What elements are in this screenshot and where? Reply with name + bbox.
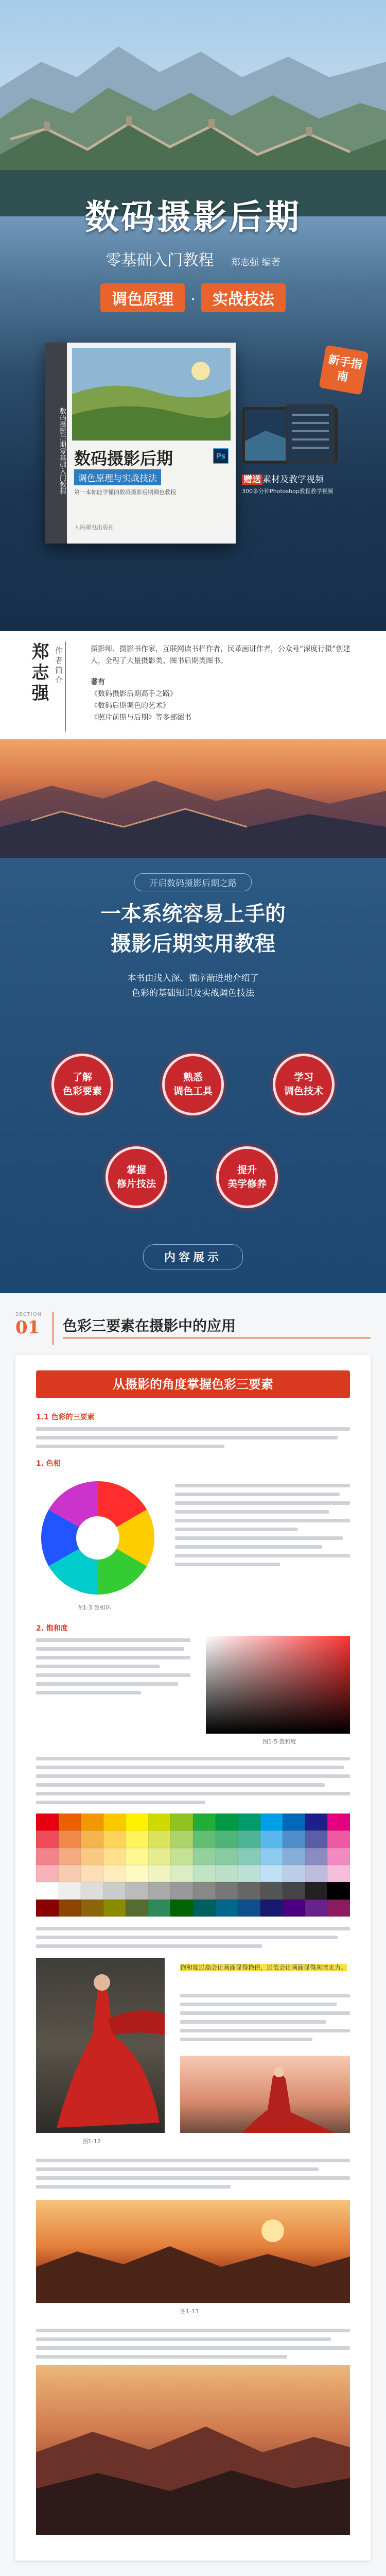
- photoshop-icon: Ps: [213, 448, 229, 464]
- color-swatch-grid: [36, 1814, 350, 1917]
- saturation-gradient-image: [206, 1636, 350, 1734]
- book-title: 数码摄影后期: [74, 449, 173, 468]
- sunset-landscape-photo: [36, 2200, 350, 2303]
- dusk-mountains-icon: [0, 739, 386, 858]
- chapter-1-page: [15, 1355, 371, 2561]
- feature-circle-line: 色彩要素: [62, 1086, 102, 1097]
- intro-desc-line1: 本书由浅入深、循序渐进地介绍了: [127, 973, 259, 984]
- body-text-block: [36, 1638, 190, 1700]
- feature-circle-line: 了解: [72, 1072, 92, 1083]
- chapter-1-rule: [63, 1337, 371, 1338]
- book-front: [67, 343, 236, 544]
- figure-caption: 图1-12: [82, 2138, 101, 2145]
- subsection-heading: 1.1 色彩的三要素: [36, 1413, 95, 1421]
- figure-caption: 图1-5 饱和度: [262, 1738, 296, 1745]
- bonus-small-text: 300多分钟Photoshop教程教学视频: [242, 488, 334, 495]
- intro-headline: [0, 899, 386, 959]
- author-section: [0, 631, 386, 739]
- hero-subtitle: 零基础入门教程: [106, 251, 214, 269]
- portrait-silhouette-icon: [180, 2056, 350, 2133]
- dusk-landscape-image: [0, 739, 386, 858]
- pill-separator: ·: [190, 291, 196, 309]
- red-dress-figure-icon: [36, 1958, 165, 2133]
- panel-sliders-icon: [288, 406, 333, 462]
- chapter-1-number: [15, 1312, 54, 1345]
- hero-author-credit: 郑志强 编著: [231, 257, 280, 268]
- intro-caption: 开启数码摄影后期之路: [134, 873, 252, 891]
- author-works-heading: 著有: [91, 678, 105, 686]
- chapter-1-banner: 从摄影的角度掌握色彩三要素: [36, 1370, 350, 1398]
- feature-circle-line: 熟悉: [183, 1072, 203, 1083]
- author-label: 作者简介: [54, 647, 63, 686]
- author-works: [91, 676, 358, 724]
- intro-description: [0, 971, 386, 1001]
- feature-circle-line: 修片技法: [116, 1178, 156, 1190]
- book-tagline: 第一本你能学懂的数码摄影后期调色教程: [74, 489, 176, 496]
- figure-caption: 图1-3 色相环: [77, 1604, 111, 1611]
- intro-desc-line2: 色彩的基础知识及实战调色技法: [132, 988, 254, 998]
- bonus-label: 赠送: [242, 474, 262, 485]
- hero-title: 数码摄影后期: [85, 197, 301, 237]
- feature-circle-line: 提升: [237, 1164, 257, 1176]
- feature-circle-aesthetics: [216, 1146, 278, 1208]
- author-work-item: 《数码摄影后期高手之路》: [91, 690, 177, 698]
- toc-caption: 内容展示: [143, 1244, 243, 1269]
- feature-circle-color-techniques: [273, 1054, 335, 1115]
- sunset-mountain-icon: [36, 2200, 350, 2303]
- red-dress-photo: [36, 1958, 165, 2133]
- subsection-heading: 1. 色相: [36, 1460, 61, 1468]
- intro-headline-line2: 摄影后期实用教程: [111, 932, 275, 956]
- author-name: 郑志强: [28, 642, 49, 704]
- toc-caption-wrap: [0, 1244, 386, 1269]
- pill-practical-skills: 实战技法: [201, 283, 286, 312]
- feature-circle-retouching: [106, 1146, 167, 1208]
- intro-section: [0, 858, 386, 1293]
- chapter-tag: SECTION: [15, 1312, 42, 1317]
- book-cover-photo: [72, 348, 231, 440]
- hero-subtitle-row: [0, 247, 386, 270]
- body-text-block: [36, 1927, 350, 1953]
- bonus-text: 素材及教学视频: [262, 474, 324, 485]
- hero-banner: [0, 0, 386, 631]
- book-subtitle: 调色原理与实战技法: [74, 469, 161, 485]
- body-text-block: [36, 2329, 350, 2364]
- saturation-shade: [206, 1636, 350, 1734]
- great-wall-landscape-image: [0, 0, 386, 216]
- bonus-info: [242, 472, 360, 495]
- feature-circle-line: 美学修养: [227, 1178, 267, 1190]
- author-bio: 摄影师、摄影书作家，互联网读书栏作者，民革画讲作者，公众号“深度行摄”创建人，全程了大量摄影类、图书后期类图书。: [91, 645, 350, 665]
- feature-circle-line: 掌握: [126, 1164, 146, 1176]
- author-divider: [65, 641, 66, 732]
- feature-circle-color-tools: [162, 1054, 224, 1115]
- figure-caption: 图1-13: [180, 2308, 199, 2315]
- intro-caption-wrap: [0, 873, 386, 891]
- intro-headline-line1: 一本系统容易上手的: [100, 902, 286, 926]
- chapter-1-title: 色彩三要素在摄影中的应用: [63, 1317, 236, 1334]
- feature-circle-line: 学习: [293, 1072, 313, 1083]
- book-publisher: 人民邮电出版社: [74, 524, 114, 531]
- color-wheel-icon: [36, 1476, 160, 1600]
- body-text-block: [180, 1994, 350, 2046]
- chapter-1-header: [15, 1309, 371, 1346]
- chapter-1-section: [0, 1293, 386, 2576]
- highlighted-text: [180, 1963, 350, 1973]
- book-spine: 数码摄影后期零基础入门教程: [45, 343, 67, 544]
- body-text-block: [36, 1757, 350, 1809]
- highlight-span: 饱和度过高会让画面显得艳俗，过低会让画面显得灰暗无力。: [180, 1964, 347, 1971]
- subsection-heading: 2. 饱和度: [36, 1624, 68, 1633]
- book-cover: [45, 343, 236, 544]
- feature-circle-line: 调色工具: [173, 1086, 213, 1097]
- author-work-item: 《数码后期调色的艺术》: [91, 702, 170, 710]
- body-text-block: [36, 2159, 350, 2194]
- feature-circle-color-elements: [51, 1054, 113, 1115]
- body-text-block: [36, 1427, 350, 1453]
- chapter-num: 01: [15, 1317, 40, 1338]
- hero-pill-row: [0, 283, 386, 312]
- valley-dusk-photo: [36, 2365, 350, 2535]
- valley-dusk-icon: [36, 2365, 350, 2535]
- pill-color-theory: 调色原理: [100, 283, 185, 312]
- author-work-item: 《照片前期与后期》等多部图书: [91, 714, 191, 722]
- tutorial-panel-image: [286, 404, 335, 464]
- body-text-block: [175, 1484, 350, 1571]
- portrait-photo-small: [180, 2056, 350, 2133]
- feature-circle-line: 调色技术: [284, 1086, 323, 1097]
- beginner-guide-badge: 新手指南: [319, 345, 369, 395]
